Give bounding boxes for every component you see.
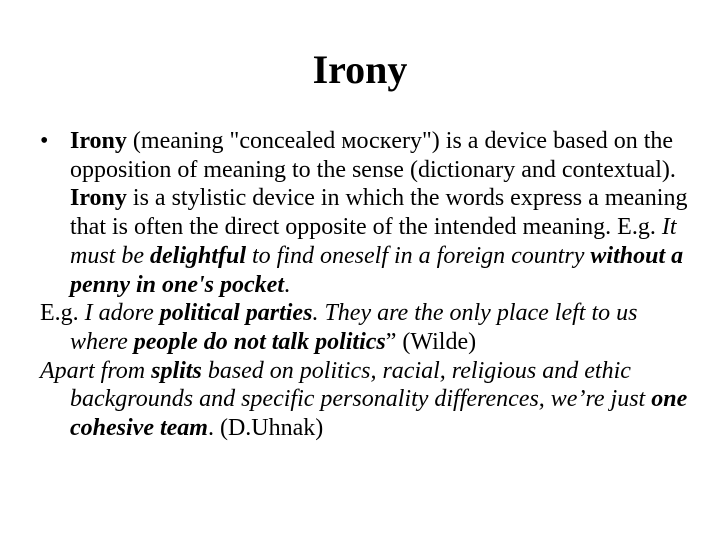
eg-label: E.g. <box>40 300 85 327</box>
example-text: It must be <box>70 214 677 269</box>
definition-text-2: is a stylistic device in which the words express a meaning that is often the direct opposite of the intended meaning. E.g. <box>70 185 688 241</box>
example-end: . <box>284 271 290 298</box>
example-emphasis: delightful <box>150 242 247 269</box>
quote-emphasis: political parties <box>159 300 313 327</box>
bullet-icon: • <box>40 128 49 154</box>
slide-body <box>40 127 690 443</box>
paragraph-irony-definition <box>40 127 690 299</box>
term-irony-2: Irony <box>70 185 127 212</box>
quote-text-2: based on politics, racial, religious and ethic backgrounds and specific personality differences, we’re just <box>70 357 652 413</box>
term-irony: Irony <box>70 128 127 154</box>
paragraph-uhnak-example <box>40 357 690 443</box>
quote-text-2: . They are the only place left to us where <box>70 300 638 355</box>
quote-emphasis: splits <box>151 357 202 384</box>
paragraph-wilde-example <box>40 299 690 356</box>
quote-attribution: ” (Wilde) <box>385 328 477 355</box>
example-emphasis-2: without a penny in one's pocket <box>70 242 684 298</box>
quote-attribution: . (D.Uhnak) <box>207 415 324 442</box>
quote-emphasis-2: one cohesive team <box>70 386 688 442</box>
example-text-2: to find oneself in a foreign country <box>246 242 591 269</box>
slide-title: Irony <box>312 47 408 92</box>
quote-text: Apart from <box>40 357 152 384</box>
quote-emphasis-2: people do not talk politics <box>133 328 386 355</box>
quote-text: I adore <box>84 300 160 327</box>
definition-text: (meaning "concealed москery") is a device based on the opposition of meaning to the sense (dictionary and contextual). <box>70 128 676 183</box>
